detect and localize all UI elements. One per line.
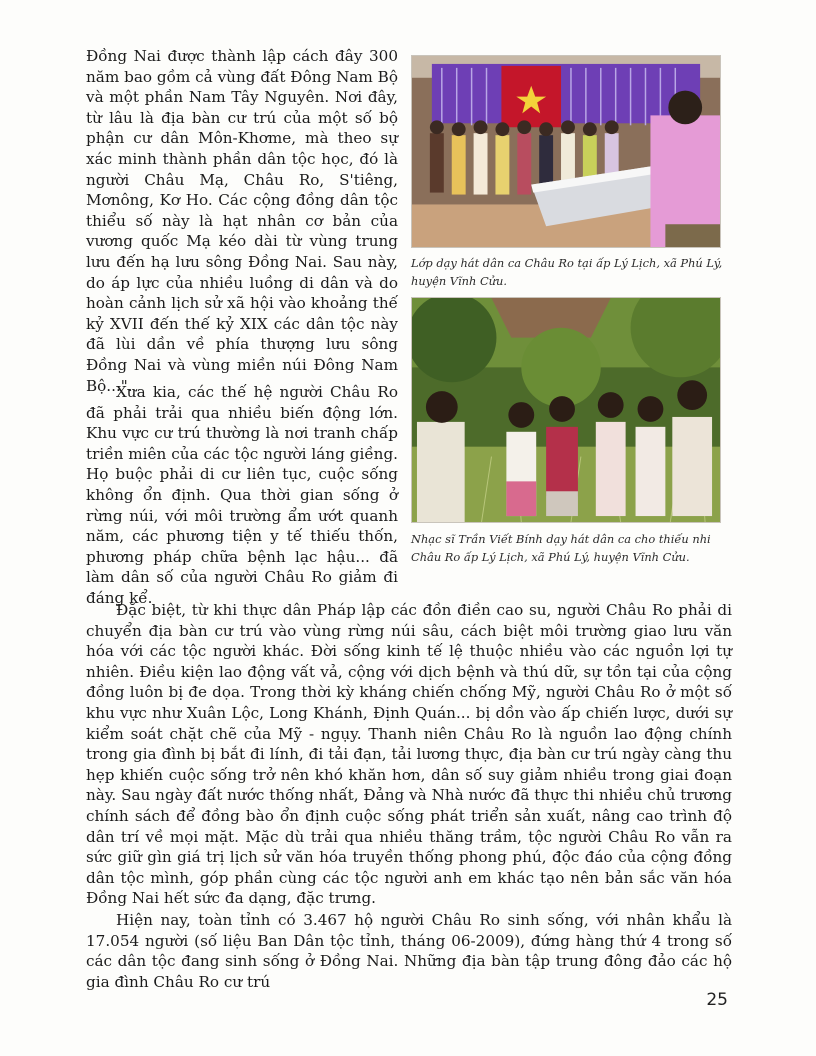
intro-paragraph: Đồng Nai được thành lập cách đây 300 năm bao gồm cả vùng đất Đông Nam Bộ và một phần Nam Tây Nguyên. Nơi đây, từ lâu là địa bàn cư trú của một số bộ phận cư dân Môn-Khơme, mà theo sự xác minh thành phần dân tộc học, đó là người Châu Mạ, Châu Ro, S'tiêng, Mơnông, Kơ Ho. Các cộng đồng dân tộc thiểu số này là hạt nhân cơ bản của vương quốc Mạ kéo dài từ vùng trung lưu đến hạ lưu sông Đồng Nai. Sau này, do áp lực của nhiều luồng di dân và do hoàn cảnh lịch sử xã hội vào khoảng thế kỷ XVII đến thế kỷ XIX các dân tộc này đã lùi dần về phía thượng lưu sông Đồng Nai và vùng miền núi Đông Nam Bộ...". bbox=[86, 47, 398, 395]
page-number: 25 bbox=[706, 990, 728, 1010]
colonial-paragraph: Đặc biệt, từ khi thực dân Pháp lập các đồn điền cao su, người Châu Ro phải di chuyển địa bàn cư trú vào vùng rừng núi sâu, cách biệt môi trường giao lưu văn hóa với các tộc người khác. Đời sống kinh tế lệ thuộc nhiều vào các nguồn lợi tự nhiên. Điều kiện lao động vất vả, cộng với dịch bệnh và thú dữ, sự tồn tại của cộng đồng luôn bị đe dọa. Trong thời kỳ kháng chiến chống Mỹ, người Châu Ro ở một số khu vực như Xuân Lộc, Long Khánh, Định Quán... bị dồn vào ấp chiến lược, dưới sự kiểm soát chặt chẽ của Mỹ - ngụy. Thanh niên Châu Ro là nguồn lao động chính trong gia đình bị bắt đi lính, đi tải đạn, tải lương thực, địa bàn cư trú ngày càng thu hẹp khiến cuộc sống trở nên khó khăn hơn, dân số suy giảm nhiều trong giai đoạn này. Sau ngày đất nước thống nhất, Đảng và Nhà nước đã thực thi nhiều chủ trương chính sách để đồng bào ổn định cuộc sống phát triển sản xuất, nâng cao trình độ dân trí về mọi mặt. Mặc dù trải qua nhiều thăng trầm, tộc người Châu Ro vẫn ra sức giữ gìn giá trị lịch sử văn hóa truyền thống phong phú, độc đáo của cộng đồng dân tộc mình, góp phần cùng các tộc người anh em khác tạo nên bản sắc văn hóa Đồng Nai hết sức đa dạng, đặc trưng. bbox=[86, 601, 732, 908]
singing-class-photo bbox=[411, 55, 721, 248]
music-teacher-photo bbox=[411, 297, 721, 523]
photo-caption: Nhạc sĩ Trần Viết Bính dạy hát dân ca cho thiếu nhi Châu Ro ấp Lý Lịch, xã Phú Lý, huyện Vĩnh Cửu. bbox=[411, 532, 711, 564]
history-paragraph: Xưa kia, các thế hệ người Châu Ro đã phải trải qua nhiều biến động lớn. Khu vực cư trú thường là nơi tranh chấp triền miên của các tộc người láng giềng. Họ buộc phải di cư liên tục, cuộc sống không ổn định. Qua thời gian sống ở rừng núi, với môi trường ẩm ướt quanh năm, các phương tiện y tế thiếu thốn, phương pháp chữa bệnh lạc hậu... đã làm dân số của người Châu Ro giảm đi đáng kể. bbox=[86, 383, 398, 607]
photo-caption: Lớp dạy hát dân ca Châu Ro tại ấp Lý Lịch, xã Phú Lý, huyện Vĩnh Cửu. bbox=[411, 256, 723, 288]
population-paragraph: Hiện nay, toàn tỉnh có 3.467 hộ người Châu Ro sinh sống, với nhân khẩu là 17.054 người (số liệu Ban Dân tộc tỉnh, tháng 06-2009), đứng hàng thứ 4 trong số các dân tộc đang sinh sống ở Đồng Nai. Những địa bàn tập trung đông đảo các hộ gia đình Châu Ro cư trú bbox=[86, 911, 732, 991]
